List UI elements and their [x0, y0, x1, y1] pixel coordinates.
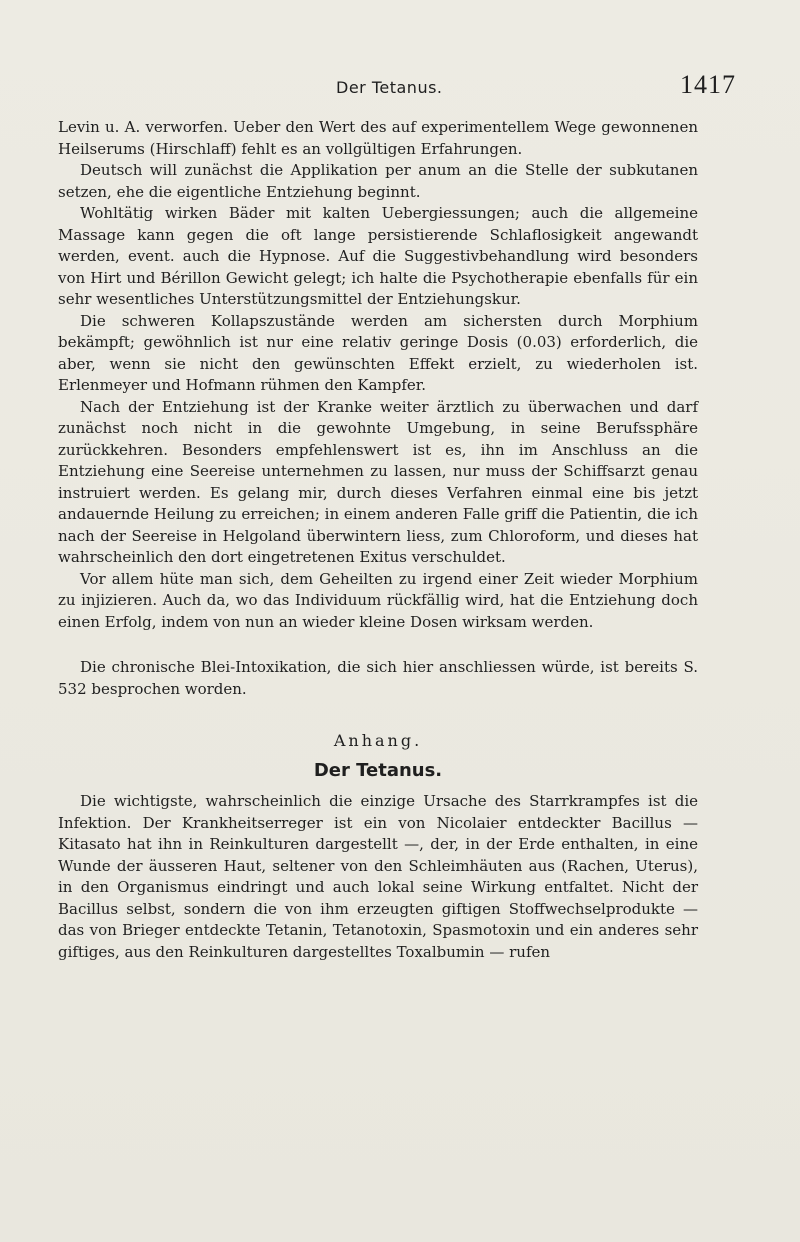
paragraph-tetanus: Die wichtigste, wahrscheinlich die einzige Ursache des Starrkrampfes ist die Infektion. Der Krankheitserreger ist ein von Nicolaier entdeckter Bacillus — Kitasato hat ihn in Reinkulturen dargestellt —, der, in der Erde enthalten, in eine Wunde der äusseren Haut, seltener von den Schleimhäuten aus (Rachen, Uterus), in den Organismus eindringt und auch lokal seine Wirkung entfaltet. Nicht der Bacillus selbst, sondern die von ihm erzeugten giftigen Stoffwechselprodukte — das von Brieger entdeckte Tetanin, Tetanotoxin, Spasmotoxin und ein anderes sehr giftiges, aus den Reinkulturen dargestelltes Toxalbumin — rufen: [58, 792, 698, 961]
paragraph-vor-allem: Vor allem hüte man sich, dem Geheilten zu irgend einer Zeit wieder Morphium zu injizieren. Auch da, wo das Individuum rückfällig wird, hat die Entziehung doch einen Erfolg, indem von nun an wieder kleine Dosen wirksam werden.: [58, 569, 698, 631]
section-heading: Der Tetanus.: [313, 759, 443, 781]
paragraph-deutsch: Deutsch will zunächst die Applikation per anum an die Stelle der subkutanen setzen, ehe die eigentliche Entziehung beginnt.: [58, 161, 698, 201]
running-title: Der Tetanus.: [336, 78, 443, 97]
paragraph-baeder: Wohltätig wirken Bäder mit kalten Uebergiessungen; auch die allgemeine Massage kann gegen die oft lange persistierende Schlaflosigkeit angewandt werden, event. auch die Hypnose. Auf die Suggestivbehandlung wird besonders von Hirt und Bérillon Gewicht gelegt; ich halte die Psychotherapie ebenfalls für ein sehr wesentliches Unterstützungsmittel der Entziehungskur.: [58, 204, 698, 308]
main-text: [58, 117, 698, 963]
appendix-heading: Anhang.: [333, 731, 423, 750]
paragraph-gap: [58, 633, 698, 657]
paragraph-continuation: Levin u. A. verworfen. Ueber den Wert des auf experimentellem Wege gewonnenen Heilserums (Hirschlaff) fehlt es an vollgültigen Erfahrungen.: [58, 118, 698, 158]
paragraph-kollaps: Die schweren Kollapszustände werden am sichersten durch Morphium bekämpft; gewöhnlich ist nur eine relativ geringe Dosis (0.03) erforderlich, die aber, wenn sie nicht den gewünschten Effekt erzielt, zu wiederholen ist. Erlenmeyer und Hofmann rühmen den Kampfer.: [58, 311, 698, 394]
paragraph-blei: Die chronische Blei-Intoxikation, die sich hier anschliessen würde, ist bereits S. 532 besprochen worden.: [58, 658, 698, 698]
page-header: [0, 66, 800, 106]
page-number: 1417: [680, 70, 736, 99]
paragraph-nach-entziehung: Nach der Entziehung ist der Kranke weiter ärztlich zu überwachen und darf zunächst noch nicht in die gewohnte Umgebung, in seine Berufssphäre zurückkehren. Besonders empfehlenswert ist es, ihn im Anschluss an die Entziehung eine Seereise unternehmen zu lassen, nur muss der Schiffsarzt genau instruiert werden. Es gelang mir, durch dieses Verfahren einmal eine bis jetzt andauernde Heilung zu erreichen; in einem anderen Falle griff die Patientin, die ich nach der Seereise in Helgoland überwintern liess, zum Chloroform, und dieses hat wahrscheinlich den dort eingetretenen Exitus verschuldet.: [58, 397, 698, 566]
